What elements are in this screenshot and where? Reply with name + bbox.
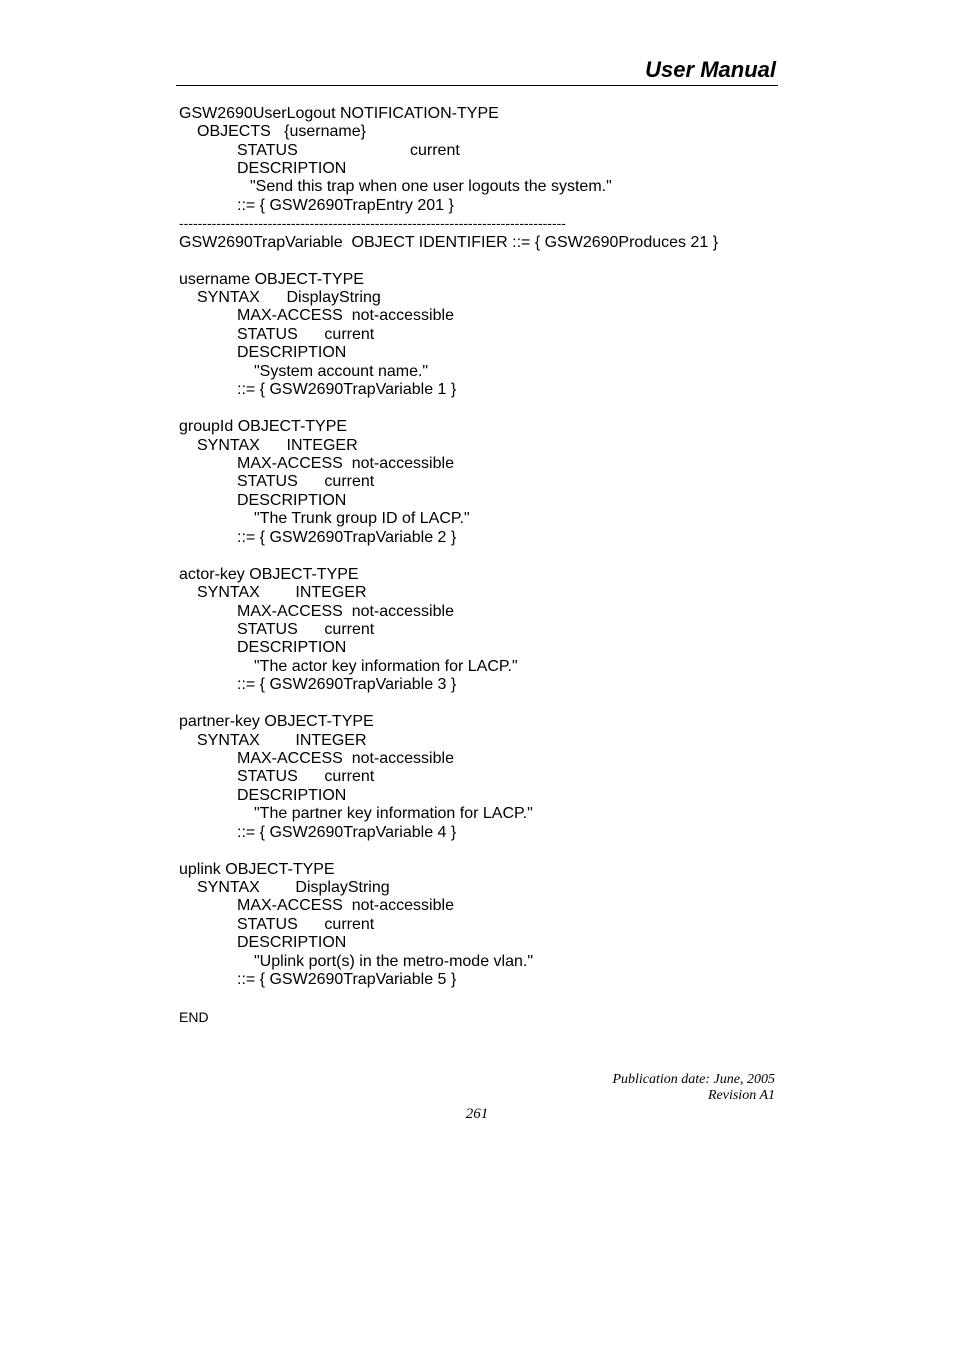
text-line: STATUS current	[237, 326, 375, 343]
text-line: SYNTAX INTEGER	[197, 732, 367, 749]
text-line: STATUS current	[237, 473, 375, 490]
text-line: "Uplink port(s) in the metro-mode vlan."	[254, 953, 534, 970]
text-line: END	[179, 1009, 209, 1025]
text-line: DESCRIPTION	[237, 344, 347, 361]
text-line: MAX-ACCESS not-accessible	[237, 603, 454, 620]
text-line: MAX-ACCESS not-accessible	[237, 455, 454, 472]
text-line: DESCRIPTION	[237, 160, 347, 177]
separator-line: -----------------------------------------------------------------------------------	[179, 215, 566, 231]
text-line: GSW2690UserLogout NOTIFICATION-TYPE	[179, 105, 499, 122]
text-line: actor-key OBJECT-TYPE	[179, 566, 359, 583]
text-line: DESCRIPTION	[237, 639, 347, 656]
text-line: ::= { GSW2690TrapVariable 1 }	[237, 381, 457, 398]
text-line: DESCRIPTION	[237, 934, 347, 951]
text-line: ::= { GSW2690TrapVariable 2 }	[237, 529, 457, 546]
text-line: STATUS current	[237, 768, 375, 785]
text-line: "Send this trap when one user logouts the system."	[250, 178, 612, 195]
text-line: current	[410, 142, 460, 159]
text-line: STATUS current	[237, 916, 375, 933]
text-line: uplink OBJECT-TYPE	[179, 861, 335, 878]
header-rule	[176, 85, 778, 86]
text-line: STATUS	[237, 142, 298, 159]
text-line: username OBJECT-TYPE	[179, 271, 364, 288]
publication-date: Publication date: June, 2005	[612, 1072, 775, 1087]
text-line: partner-key OBJECT-TYPE	[179, 713, 374, 730]
text-line: "The actor key information for LACP."	[254, 658, 518, 675]
text-line: DESCRIPTION	[237, 492, 347, 509]
text-line: MAX-ACCESS not-accessible	[237, 750, 454, 767]
text-line: "The Trunk group ID of LACP."	[254, 510, 470, 527]
header-title: User Manual	[645, 57, 776, 82]
text-line: SYNTAX DisplayString	[197, 879, 390, 896]
text-line: ::= { GSW2690TrapVariable 3 }	[237, 676, 457, 693]
text-line: ::= { GSW2690TrapVariable 4 }	[237, 824, 457, 841]
text-line: GSW2690TrapVariable OBJECT IDENTIFIER ::= { GSW2690Produces 21 }	[179, 234, 719, 251]
text-line: STATUS current	[237, 621, 375, 638]
text-line: "The partner key information for LACP."	[254, 805, 533, 822]
revision-label: Revision A1	[707, 1088, 775, 1103]
text-line: MAX-ACCESS not-accessible	[237, 897, 454, 914]
text-line: ::= { GSW2690TrapEntry 201 }	[237, 197, 454, 214]
text-line: groupId OBJECT-TYPE	[179, 418, 348, 435]
text-line: ::= { GSW2690TrapVariable 5 }	[237, 971, 457, 988]
text-line: MAX-ACCESS not-accessible	[237, 307, 454, 324]
text-line: DESCRIPTION	[237, 787, 347, 804]
text-line: SYNTAX INTEGER	[197, 437, 358, 454]
text-line: SYNTAX INTEGER	[197, 584, 367, 601]
page-number: 261	[465, 1106, 489, 1122]
text-line: SYNTAX DisplayString	[197, 289, 381, 306]
text-line: "System account name."	[254, 363, 429, 380]
text-line: OBJECTS {username}	[197, 123, 366, 140]
